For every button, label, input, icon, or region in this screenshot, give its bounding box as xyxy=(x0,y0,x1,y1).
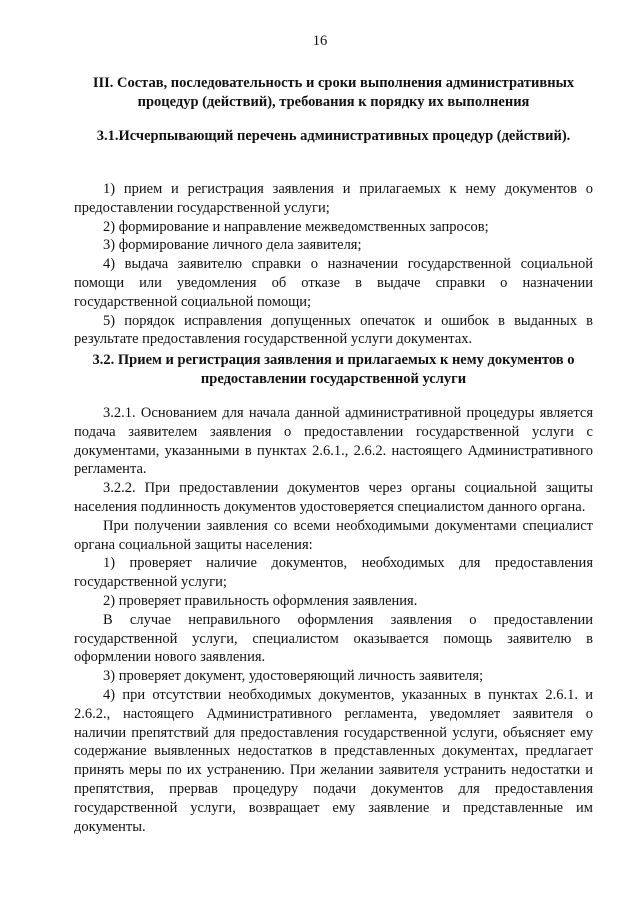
paragraph: 3.2.1. Основанием для начала данной административной процедуры является подача заявителем заявления о предоставлении государственной услуги с документами, указанными в пунктах 2.6.1., 2.6.2. настоящего Административного регламента. xyxy=(74,405,593,478)
list-item: 4) выдача заявителю справки о назначении государственной социальной помощи или уведомления об отказе в выдаче справки о назначении государственной социальной помощи; xyxy=(74,256,593,310)
procedures-list xyxy=(74,180,593,349)
paragraph: 2) проверяет правильность оформления заявления. xyxy=(103,592,418,609)
list-item: 5) порядок исправления допущенных опечаток и ошибок в выданных в результате предоставления государственной услуги документах. xyxy=(74,312,593,348)
page-number: 16 xyxy=(312,33,328,49)
paragraph: 1) проверяет наличие документов, необходимых для предоставления государственной услуги; xyxy=(74,555,593,591)
paragraph: При получении заявления со всеми необходимыми документами специалист органа социальной защиты населения: xyxy=(74,517,593,553)
subsection-2-title: 3.2. Прием и регистрация заявления и прилагаемых к нему документов о предоставлении государственной услуги xyxy=(92,352,575,387)
list-item: 1) прием и регистрация заявления и прилагаемых к нему документов о предоставлении государственной услуги; xyxy=(74,181,593,216)
paragraph: 3) проверяет документ, удостоверяющий личность заявителя; xyxy=(103,668,484,685)
paragraph: В случае неправильного оформления заявления о предоставлении государственной услуги, специалистом оказывается помощь заявителю в оформлении нового заявления. xyxy=(74,611,593,666)
list-item: 3) формирование личного дела заявителя; xyxy=(103,237,362,254)
section-title: III. Состав, последовательность и сроки выполнения административных процедур (действий), требования к порядку их выполнения xyxy=(92,75,575,110)
list-item: 2) формирование и направление межведомственных запросов; xyxy=(103,218,489,235)
subsection-2-body xyxy=(74,404,593,836)
paragraph: 3.2.2. При предоставлении документов через органы социальной защиты населения подлинность документов удостоверяется специалистом данного органа. xyxy=(74,480,593,515)
paragraph: 4) при отсутствии необходимых документов, указанных в пунктах 2.6.1. и 2.6.2., настоящего Административного регламента, уведомляет заявителя о наличии препятствий для предоставления государственной услуги, объясняет ему содержание выявленных недостатков в представленных документах, предлагает принять меры по их устранению. При желании заявителя устранить недостатки и препятствия, прервав процедуру подачи документов для предоставления государственной услуги, возвращает ему заявление и представленные им документы. xyxy=(74,686,593,835)
subsection-1-title: 3.1.Исчерпывающий перечень административных процедур (действий). xyxy=(96,128,571,144)
